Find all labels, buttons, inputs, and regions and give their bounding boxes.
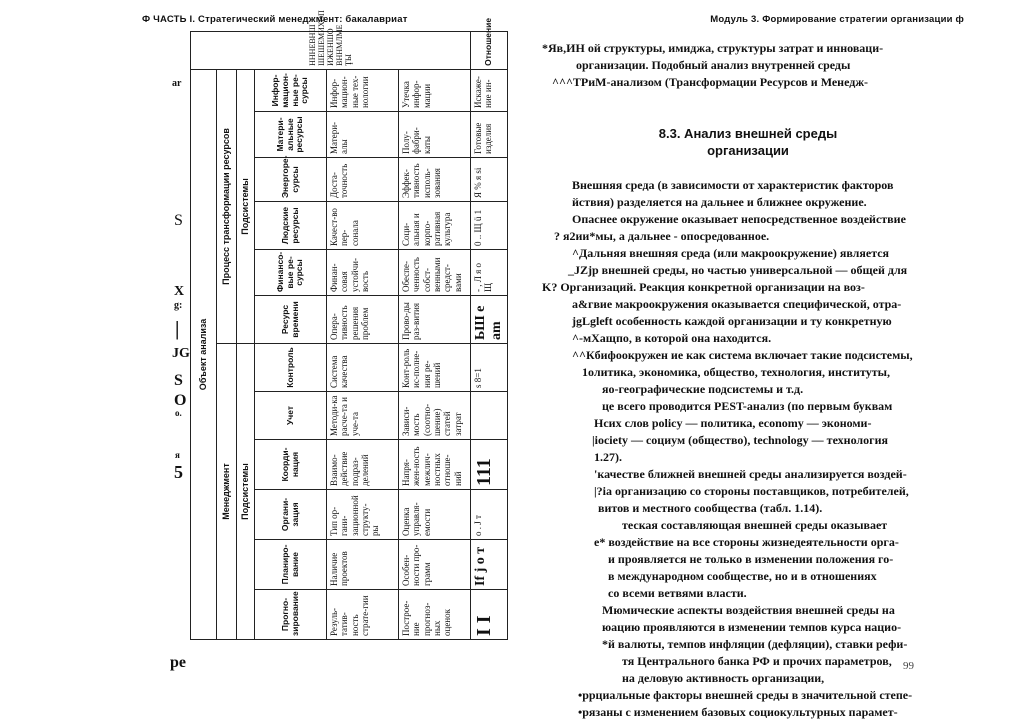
table-cell: Особен-ности про-грамм: [399, 540, 471, 590]
row-header: Отношение: [471, 31, 508, 69]
table-cell: Искаже-ние ин-: [471, 69, 508, 111]
table-cell: Конт-роль ис-полне-ния ре-шений: [399, 344, 471, 392]
table-cell: If j o т: [471, 540, 508, 590]
column-header: Планиро-вание: [255, 540, 327, 590]
text-line: на деловую активность организации,: [622, 671, 825, 685]
text-line: |iociety — социум (общество), technology — технология: [592, 433, 888, 447]
left-running-head: Ф ЧАСТЬ I. Стратегический менеджмент: бакалавриат: [142, 14, 408, 25]
right-running-head: Модуль 3. Формирование стратегии организации ф: [710, 14, 964, 25]
section-title: [542, 125, 954, 159]
column-header: Коорди-нация: [255, 440, 327, 490]
margin-mark: X: [174, 284, 185, 299]
table-cell: o . J т: [471, 490, 508, 540]
table-cell: Методи-ка расче-та и уче-та: [327, 392, 399, 440]
table-cell: - , Л я o Щ: [471, 250, 508, 296]
table-cell: Прово-ды раз-вития: [399, 296, 471, 344]
table-cell: Тип ор-гани-зационной структу-ры: [327, 490, 399, 540]
margin-mark: S: [174, 212, 183, 229]
column-header: Инфор-мацион-ные ре-сурсы: [255, 69, 327, 111]
object-header: Объект анализа: [191, 69, 217, 639]
bottom-margin-mark: pe: [170, 654, 186, 671]
table-cell: Система качества: [327, 344, 399, 392]
text-line: *й валюты, темпов инфляции (дефляции), ставки рефи-: [602, 637, 908, 651]
margin-mark: ЈG: [172, 346, 190, 361]
text-line: организации. Подобный анализ внутренней среды: [576, 58, 851, 72]
text-line: •рязаны с изменением базовых социокультурных парамет-: [578, 705, 898, 719]
text-line: ? я2ии*мы, а дальнее - опосредованное.: [554, 229, 770, 243]
column-header: Органи-зация: [255, 490, 327, 540]
text-line: _JZjp внешней среды, но частью универсальной — общей для: [568, 263, 908, 277]
table-cell: Готовые изделия: [471, 112, 508, 158]
margin-mark: S: [174, 372, 183, 389]
table-cell: Полу-фабри-каты: [399, 112, 471, 158]
table-cell: Обеспе-ченность собст-венными средст-вами: [399, 250, 471, 296]
column-header: Людские ресурсы: [255, 202, 327, 250]
table-cell: Соци-альная и корпо-ративная культура: [399, 202, 471, 250]
margin-mark: 5: [174, 462, 183, 482]
table-cell: Наличие проектов: [327, 540, 399, 590]
text-line: Мюмические аспекты воздействия внешней среды на: [602, 603, 895, 617]
text-line: Внешняя среда (в зависимости от характеристик факторов: [572, 178, 894, 192]
text-line: и проявляется не только в изменении положения го-: [608, 552, 894, 566]
text-line: 1олитика, экономика, общество, технология, институты,: [582, 365, 890, 379]
subsystems-right-header: Подсистемы: [237, 69, 255, 343]
text-line: в международном сообществе, но и в отношениях: [608, 569, 877, 583]
text-line: |?ia организацию со стороны поставщиков, потребителей,: [594, 484, 909, 498]
section-title-line: организации: [707, 143, 789, 158]
text-line: юацию проявляются в изменении темпов курса нацио-: [602, 620, 902, 634]
table-cell: Доста-точность: [327, 158, 399, 202]
margin-mark: я: [175, 450, 180, 460]
table-cell: Построе-ние прогноз-ных оценок: [399, 590, 471, 640]
text-line: тя Центрального банка РФ и прочих параметров,: [622, 654, 892, 668]
text-line: витов и местного сообщества (табл. 1.14).: [598, 501, 823, 515]
management-header: Менеджмент: [217, 344, 237, 640]
text-line: а&гвие макроокружения оказывается специфической, отра-: [572, 297, 902, 311]
text-line: е* воздействие на все стороны жизнедеятельности орга-: [594, 535, 899, 549]
text-line: ^^Кбифоокружен ие как система включает такие подсистемы,: [572, 348, 913, 362]
text-line: 'качестве ближней внешней среды анализируется воздей-: [594, 467, 907, 481]
margin-mark: |: [175, 318, 180, 340]
text-line: *Яв,ИН ой структуры, имиджа, структуры затрат и инноваци-: [542, 41, 884, 55]
subsystems-left-header: Подсистемы: [237, 344, 255, 640]
table-cell: Качест-во пер-сонала: [327, 202, 399, 250]
table-cell: Резуль-татив-ность страте-гии: [327, 590, 399, 640]
garble-column: НННЕВНШ ШЕШЕМИХОП ИЖЕНШО ВННМЛМЕ ŢЫ: [191, 31, 471, 69]
column-header: Контроль: [255, 344, 327, 392]
column-header: Прогно-зирование: [255, 590, 327, 640]
page-number: 99: [903, 660, 914, 672]
table-cell: Оценка управля-емости: [399, 490, 471, 540]
table-cell: Утечка инфор-мации: [399, 69, 471, 111]
text-line: K? Организаций. Реакция конкретной организации на воз-: [542, 280, 865, 294]
text-line: ^-мХащпо, в которой она находится.: [572, 331, 772, 345]
process-header: Процесс трансформации ресурсов: [217, 69, 237, 343]
text-line: це всего проводится PEST-анализ (по первым буквам: [602, 399, 893, 413]
margin-mark: g:: [174, 300, 183, 311]
column-header: Финансо-вые ре-сурсы: [255, 250, 327, 296]
text-line: со всеми ветвями власти.: [608, 586, 747, 600]
text-line: 1.27).: [594, 450, 622, 464]
right-page: [512, 0, 1024, 725]
text-line: теская составляющая внешней среды оказывает: [622, 518, 888, 532]
table-cell: Инфор-мацион-ные тех-нологии: [327, 69, 399, 111]
text-line: йствия) разделяется на дальнее и ближнее окружение.: [572, 195, 867, 209]
table-cell: Взаимо-действие подраз-делений: [327, 440, 399, 490]
table-cell: Эффек-тивность исполь-зования: [399, 158, 471, 202]
table-cell: 0 .. Щ ü 1: [471, 202, 508, 250]
table-cell: 111: [471, 440, 508, 490]
text-line: ^Дальняя внешняя среда (или макроокружение) является: [572, 246, 890, 260]
table-cell: I I: [471, 590, 508, 640]
margin-mark: O: [174, 392, 187, 409]
table-cell: ЬШ e am: [471, 296, 508, 344]
margin-mark: ar: [172, 78, 182, 89]
table-cell: Зависи-мость (соотно-шение) статей затрат: [399, 392, 471, 440]
text-line: jgLgleft особенность каждой организации и ту конкретную: [572, 314, 892, 328]
text-line: Нсих слов policy — политика, economy — экономи-: [594, 416, 872, 430]
table-cell: Матери-алы: [327, 112, 399, 158]
table-cell: Напря-жен-ность межлич-ностных отноше-ний: [399, 440, 471, 490]
section-title-line: 8.3. Анализ внешней среды: [658, 126, 838, 141]
table-cell: s 8=1: [471, 344, 508, 392]
table-cell: [471, 392, 508, 440]
column-header: Матери-альные ресурсы: [255, 112, 327, 158]
table-cell: Я % я si: [471, 158, 508, 202]
margin-mark: o.: [175, 408, 182, 418]
text-line: ^^^ТРиМ-анализом (Трансформации Ресурсов и Менедж-: [552, 75, 869, 89]
text-line: яо-географические подсистемы и т.д.: [602, 382, 804, 396]
table-cell: Опера-тивность решения проблем: [327, 296, 399, 344]
column-header: Энергоре-сурсы: [255, 158, 327, 202]
table-cell: Финан-совая устойчи-вость: [327, 250, 399, 296]
column-header: Учет: [255, 392, 327, 440]
column-header: Ресурс времени: [255, 296, 327, 344]
text-line: •ррциальные факторы внешней среды в значительной степе-: [578, 688, 913, 702]
body-text: [542, 40, 954, 721]
text-line: Опаснее окружение оказывает непосредственное воздействие: [572, 212, 906, 226]
